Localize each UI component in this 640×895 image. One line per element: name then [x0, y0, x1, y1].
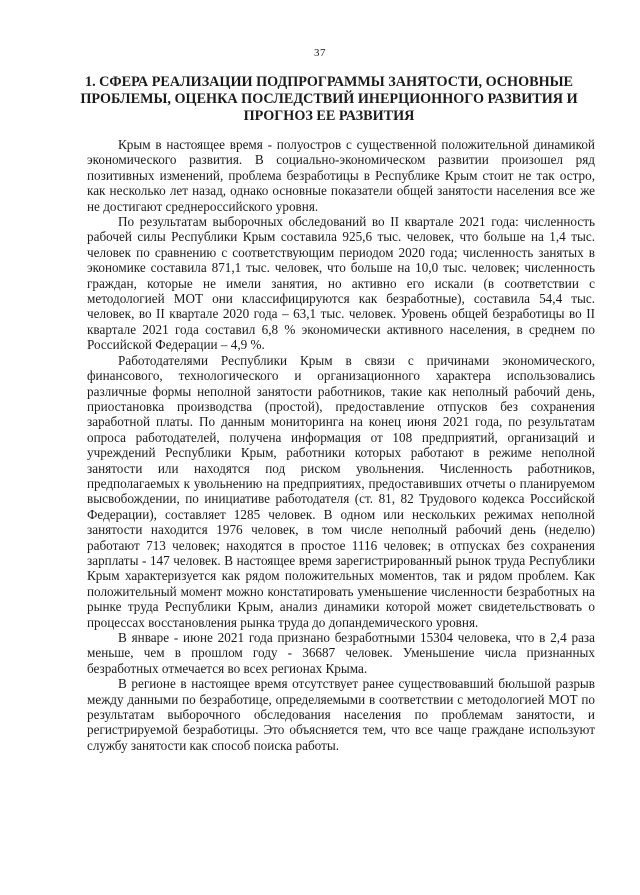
paragraph: Крым в настоящее время - полуостров с существенной положительной динамикой экономического развития. В социально-экономическом развитии произошел ряд позитивных изменений, проблема безработицы в Республике Крым стоит не так остро, как несколько лет назад, однако основные показатели общей занятости населения все же не достигают среднероссийского уровня.: [87, 137, 595, 214]
section-heading: 1. СФЕРА РЕАЛИЗАЦИИ ПОДПРОГРАММЫ ЗАНЯТОСТИ, ОСНОВНЫЕ ПРОБЛЕМЫ, ОЦЕНКА ПОСЛЕДСТВИЙ ИНЕРЦИОННОГО РАЗВИТИЯ И ПРОГНОЗ ЕЕ РАЗВИТИЯ: [80, 74, 578, 124]
paragraph: Работодателями Республики Крым в связи с причинами экономического, финансового, технологического и организационного характера использовались различные формы неполной занятости работников, такие как неполный рабочий день, приостановка производства (простой), предоставление отпусков без сохранения заработной платы. По данным мониторинга на конец июня 2021 года, по результатам опроса работодателей, получена информация от 108 предприятий, организаций и учреждений Республики Крым, работники которых работают в режиме неполной занятости или находятся под риском увольнения. Численность работников, предполагаемых к увольнению на предприятиях, предоставивших отчеты о планируемом высвобождении, по инициативе работодателя (ст. 81, 82 Трудового кодекса Российской Федерации), составляет 1285 человек. В одном или нескольких режимах неполной занятости находится 1976 человек, в том числе неполный рабочий день (неделю) работают 713 человек; находятся в простое 1116 человек; в отпусках без сохранения зарплаты - 147 человек. В настоящее время зарегистрированный рынок труда Республики Крым характеризуется как рядом положительных моментов, так и рядом проблем. Как положительный момент можно констатировать уменьшение численности безработных на рынке труда Республики Крым, анализ динамики которой может свидетельствовать о процессах восстановления рынка труда до допандемического уровня.: [87, 352, 595, 630]
page-number: 37: [314, 47, 326, 59]
body-text: [87, 137, 595, 753]
paragraph: В январе - июне 2021 года признано безработными 15304 человека, что в 2,4 раза меньше, чем в прошлом году - 36687 человек. Уменьшение числа признанных безработных отмечается во всех регионах Крыма.: [87, 630, 595, 676]
paragraph: По результатам выборочных обследований во II квартале 2021 года: численность рабочей силы Республики Крым составила 925,6 тыс. человек, что больше на 1,4 тыс. человек по сравнению с соответствующим периодом 2020 года; численность занятых в экономике составила 871,1 тыс. человек, что больше на 10,0 тыс. человек; численность граждан, которые не имели занятия, но активно его искали (в соответствии с методологией МОТ они классифицируются как безработные), составила 54,4 тыс. человек, во II квартале 2020 года – 63,1 тыс. человек. Уровень общей безработицы во II квартале 2021 года составил 6,8 % экономически активного населения, в среднем по Российской Федерации – 4,9 %.: [87, 214, 595, 353]
paragraph: В регионе в настоящее время отсутствует ранее существовавший бюльшой разрыв между данными по безработице, определяемыми в соответствии с методологией МОТ по результатам выборочного обследования населения по проблемам занятости, и регистрируемой безработицы. Это объясняется тем, что все чаще граждане используют службу занятости как способ поиска работы.: [87, 676, 595, 753]
